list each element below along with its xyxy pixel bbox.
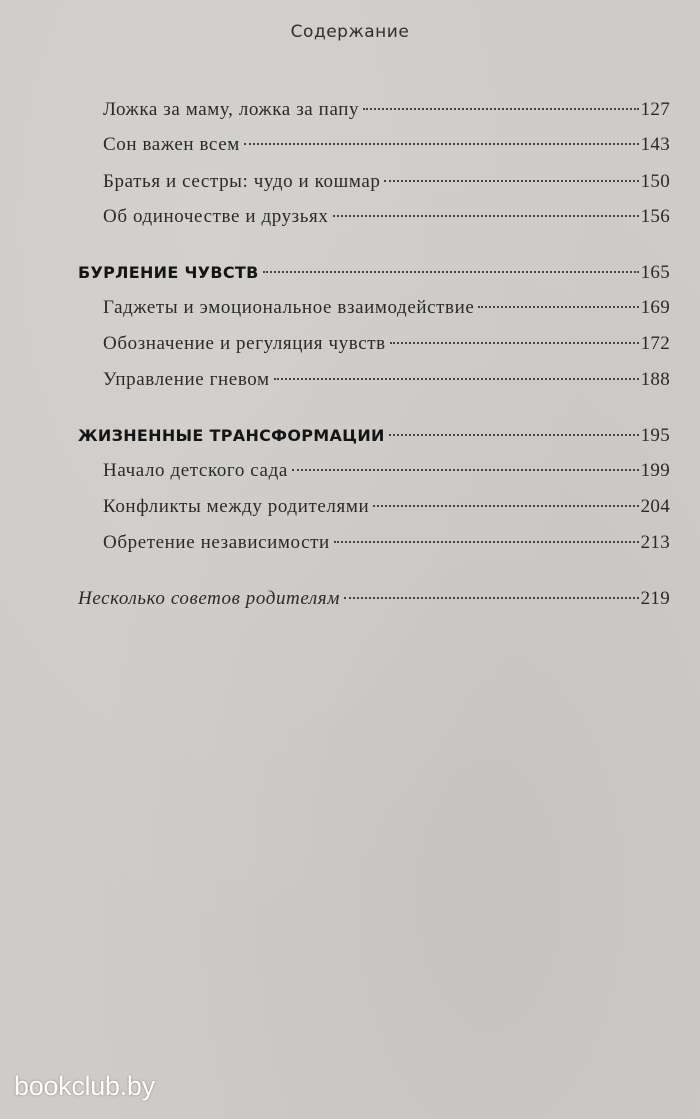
toc-entry bbox=[103, 492, 670, 522]
toc-entry-title: Обретение независимости bbox=[103, 532, 330, 553]
toc-page-number: 165 bbox=[640, 262, 670, 283]
toc-entry-title: Гаджеты и эмоциональное взаимодействие bbox=[103, 297, 475, 318]
dot-leader bbox=[244, 143, 639, 145]
toc-section-heading bbox=[78, 258, 670, 288]
toc-entry-title: Об одиночестве и друзьях bbox=[103, 206, 329, 227]
toc-entry bbox=[103, 202, 670, 232]
toc-page-number: 150 bbox=[640, 171, 670, 192]
toc-section-heading bbox=[78, 421, 670, 451]
toc-entry bbox=[103, 167, 670, 197]
dot-leader bbox=[263, 271, 639, 273]
toc-section-title: БУРЛЕНИЕ ЧУВСТВ bbox=[78, 263, 259, 282]
toc-entry-title: Братья и сестры: чудо и кошмар bbox=[103, 171, 381, 192]
toc-page-number: 156 bbox=[640, 206, 670, 227]
dot-leader bbox=[333, 215, 639, 217]
toc-page-number: 204 bbox=[640, 496, 670, 517]
toc-entry bbox=[103, 95, 670, 125]
toc-page-number: 172 bbox=[640, 333, 670, 354]
toc-entry-title: Конфликты между родителями bbox=[103, 496, 370, 517]
toc-page-number: 127 bbox=[640, 99, 670, 120]
toc-entry-title: Несколько советов родителям bbox=[78, 588, 340, 609]
toc-entry-title: Ложка за маму, ложка за папу bbox=[103, 99, 360, 120]
toc-entry bbox=[103, 130, 670, 160]
dot-leader bbox=[292, 469, 639, 471]
dot-leader bbox=[389, 434, 639, 436]
toc-entry bbox=[103, 456, 670, 486]
toc-page-number: 219 bbox=[640, 588, 670, 609]
dot-leader bbox=[373, 505, 638, 507]
dot-leader bbox=[274, 378, 639, 380]
toc-page-number: 169 bbox=[640, 297, 670, 318]
toc-page-number: 143 bbox=[640, 134, 670, 155]
toc-page-number: 188 bbox=[640, 369, 670, 390]
dot-leader bbox=[363, 108, 638, 110]
toc-entry-title: Управление гневом bbox=[103, 369, 270, 390]
dot-leader bbox=[384, 180, 638, 182]
dot-leader bbox=[390, 342, 639, 344]
toc-entry bbox=[103, 365, 670, 395]
toc-entry-title: Сон важен всем bbox=[103, 134, 240, 155]
toc-entry-title: Обозначение и регуляция чувств bbox=[103, 333, 386, 354]
dot-leader bbox=[334, 541, 639, 543]
toc-page-number: 195 bbox=[640, 425, 670, 446]
toc-page-number: 199 bbox=[640, 460, 670, 481]
toc-entry-title: Начало детского сада bbox=[103, 460, 288, 481]
toc-entry-afterword bbox=[78, 584, 670, 614]
dot-leader bbox=[478, 306, 638, 308]
toc-section-title: ЖИЗНЕННЫЕ ТРАНСФОРМАЦИИ bbox=[78, 426, 385, 445]
toc-page-number: 213 bbox=[640, 532, 670, 553]
toc-entry bbox=[103, 528, 670, 558]
dot-leader bbox=[344, 597, 639, 599]
running-head: Содержание bbox=[290, 22, 410, 42]
watermark-text: bookclub.by bbox=[14, 1071, 155, 1101]
toc-entry bbox=[103, 329, 670, 359]
toc-entry bbox=[103, 293, 670, 323]
